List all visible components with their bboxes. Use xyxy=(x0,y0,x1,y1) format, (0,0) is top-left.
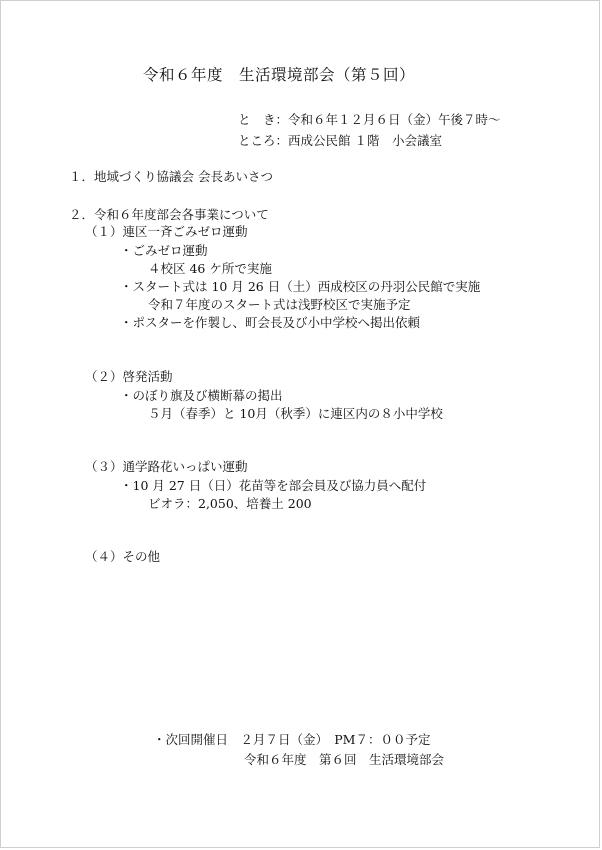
sub1-bullet-1: ・ごみゼロ運動 xyxy=(120,243,208,258)
document-title: 令和６年度 生活環境部会（第５回） xyxy=(143,66,416,84)
sub1-bullet-1-detail: ４校区 46 ケ所で実施 xyxy=(148,261,272,276)
agenda-item-2: ２．令和６年度部会各事業について xyxy=(69,207,269,222)
sub-heading-2: （２）啓発活動 xyxy=(85,369,173,384)
next-meeting-date: ・次回開催日 ２月７日（金） PM７：００予定 xyxy=(153,732,431,747)
sub2-bullet-1: ・のぼり旗及び横断幕の掲出 xyxy=(120,388,283,403)
sub3-bullet-1-detail: ビオラ：2,050、培養土 200 xyxy=(148,496,312,511)
sub-heading-3: （３）通学路花いっぱい運動 xyxy=(85,459,248,474)
sub-heading-1: （１）連区一斉ごみゼロ運動 xyxy=(85,224,248,239)
meeting-location: ところ：西成公民館 １階 小会議室 xyxy=(238,133,442,148)
next-meeting-name: 令和６年度 第６回 生活環境部会 xyxy=(244,752,445,767)
agenda-item-1: １．地域づくり協議会 会長あいさつ xyxy=(69,169,273,184)
sub3-bullet-1: ・10 月 27 日（日）花苗等を部会員及び協力員へ配付 xyxy=(120,478,427,493)
sub-heading-4: （４）その他 xyxy=(85,549,161,564)
sub1-bullet-3: ・ポスターを作製し、町会長及び小中学校へ掲出依頼 xyxy=(120,315,421,330)
meeting-datetime: と き：令和６年１２月６日（金）午後７時～ xyxy=(238,112,501,127)
sub1-bullet-2-detail: 令和７年度のスタート式は浅野校区で実施予定 xyxy=(148,297,411,312)
sub2-bullet-1-detail: ５月（春季）と 10月（秋季）に連区内の８小中学校 xyxy=(148,406,443,421)
sub1-bullet-2: ・スタート式は 10 月 26 日（土）西成校区の丹羽公民館で実施 xyxy=(120,279,481,294)
